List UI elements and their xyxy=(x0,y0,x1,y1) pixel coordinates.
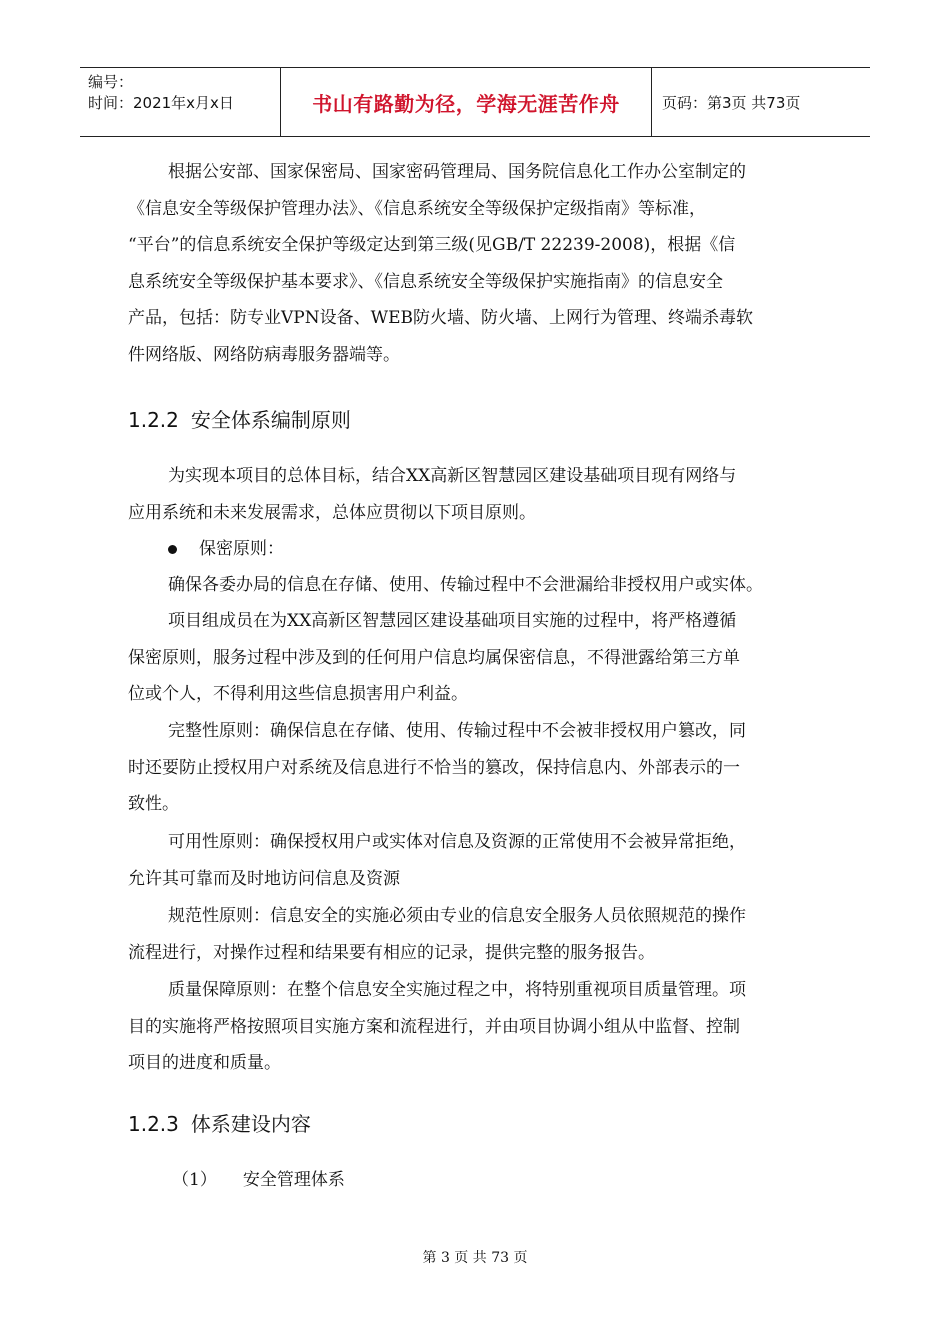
intro-paragraph xyxy=(128,154,828,373)
paragraph-line: 项目组成员在为XX高新区智慧园区建设基础项目实施的过程中，将严格遵循 xyxy=(168,611,737,631)
paragraph-line: 目的实施将严格按照项目实施方案和流程进行，并由项目协调小组从中监督、控制 xyxy=(128,1016,740,1037)
header-motto: 书山有路勤为径，学海无涯苦作舟 xyxy=(312,91,620,116)
header-motto-cell xyxy=(281,68,652,136)
intro-line: 件网络版、网络防病毒服务器端等。 xyxy=(128,344,400,365)
intro-line: “平台”的信息系统安全保护等级定达到第三级(见GB/T 22239-2008)，根据《信 xyxy=(128,235,736,255)
page-header xyxy=(80,67,870,137)
sub-item-management xyxy=(172,1162,345,1198)
section-number: 1.2.3 xyxy=(128,1112,179,1136)
paragraph-line: 应用系统和未来发展需求，总体应贯彻以下项目原则。 xyxy=(128,502,536,523)
section-heading-1-2-2 xyxy=(128,404,351,433)
integrity-paragraph xyxy=(128,713,828,823)
header-number-label: 编号： xyxy=(88,73,134,91)
header-page-info: 页码：第3页 共73页 xyxy=(662,93,801,112)
paragraph-line: 规范性原则：信息安全的实施必须由专业的信息安全服务人员依照规范的操作 xyxy=(168,906,746,926)
paragraph-line: 质量保障原则：在整个信息安全实施过程之中，将特别重视项目质量管理。项 xyxy=(168,980,746,1000)
page-footer xyxy=(0,1247,950,1267)
intro-line: 息系统安全等级保护基本要求》、《信息系统安全等级保护实施指南》的信息安全 xyxy=(128,271,723,292)
intro-line: 产品，包括：防专业VPN设备、WEB防火墙、防火墙、上网行为管理、终端杀毒软 xyxy=(128,308,753,328)
paragraph-line: 可用性原则：确保授权用户或实体对信息及资源的正常使用不会被异常拒绝， xyxy=(168,832,746,852)
sub-item-marker: （1） xyxy=(172,1170,217,1190)
paragraph-line: 致性。 xyxy=(128,794,179,814)
section-heading-1-2-3 xyxy=(128,1108,311,1137)
quality-paragraph xyxy=(128,972,828,1082)
confidential-paragraph xyxy=(128,567,828,604)
header-date: 时间：2021年x月x日 xyxy=(88,94,234,112)
bullet-confidentiality xyxy=(168,531,284,567)
intro-line: 根据公安部、国家保密局、国家密码管理局、国务院信息化工作办公室制定的 xyxy=(168,162,746,182)
paragraph-line: 项目的进度和质量。 xyxy=(128,1053,281,1073)
intro-line: 《信息安全等级保护管理办法》、《信息系统安全等级保护定级指南》等标准， xyxy=(128,198,706,219)
paragraph-line: 完整性原则：确保信息在存储、使用、传输过程中不会被非授权用户篡改，同 xyxy=(168,721,746,741)
paragraph-line: 确保各委办局的信息在存储、使用、传输过程中不会泄漏给非授权用户或实体。 xyxy=(168,575,763,595)
section-title: 安全体系编制原则 xyxy=(190,408,351,432)
bullet-dot-icon xyxy=(168,545,177,554)
paragraph-line: 允许其可靠而及时地访问信息及资源 xyxy=(128,868,400,889)
paragraph-line: 时还要防止授权用户对系统及信息进行不恰当的篡改，保持信息内、外部表示的一 xyxy=(128,757,740,778)
sub-item-text: 安全管理体系 xyxy=(242,1170,345,1190)
footer-page-number: 第 3 页 共 73 页 xyxy=(422,1250,528,1266)
paragraph-line: 为实现本项目的总体目标，结合XX高新区智慧园区建设基础项目现有网络与 xyxy=(168,466,737,486)
standard-paragraph xyxy=(128,898,828,971)
bullet-label: 保密原则： xyxy=(199,539,284,559)
paragraph-line: 流程进行，对操作过程和结果要有相应的记录，提供完整的服务报告。 xyxy=(128,942,655,963)
section-number: 1.2.2 xyxy=(128,408,179,432)
paragraph-line: 保密原则，服务过程中涉及到的任何用户信息均属保密信息，不得泄露给第三方单 xyxy=(128,647,740,668)
availability-paragraph xyxy=(128,824,828,897)
paragraph-line: 位或个人，不得利用这些信息损害用户利益。 xyxy=(128,684,468,704)
section-title: 体系建设内容 xyxy=(190,1112,311,1136)
team-paragraph xyxy=(128,603,828,713)
header-meta xyxy=(80,68,281,136)
section-122-intro xyxy=(128,458,828,531)
